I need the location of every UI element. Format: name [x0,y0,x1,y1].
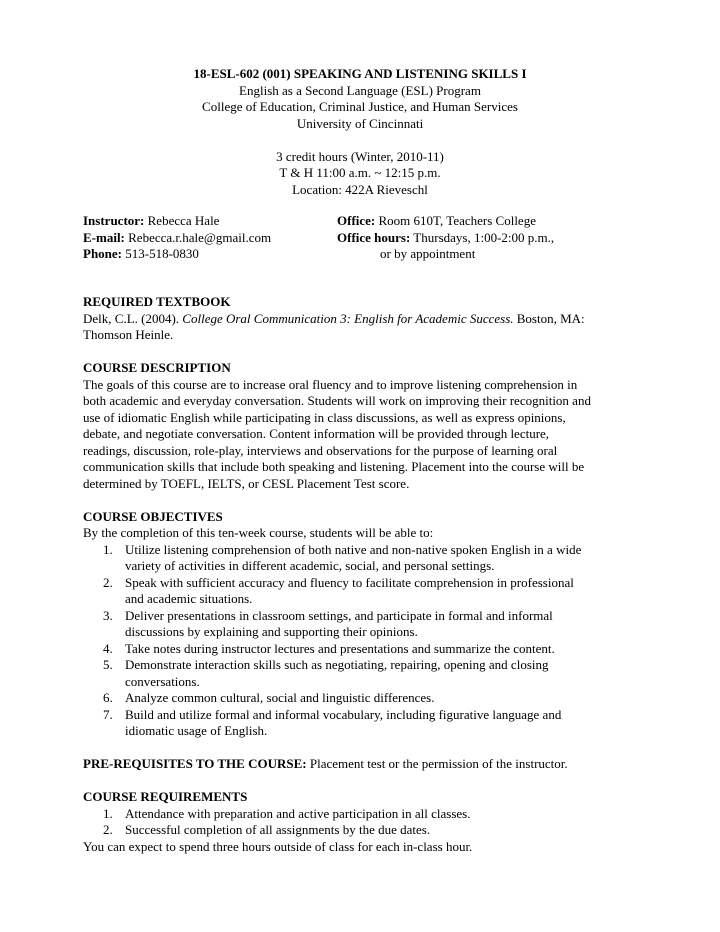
textbook-title: College Oral Communication 3: English for Academic Success. [182,310,514,326]
instructor-label: Instructor: [83,213,145,228]
requirements-list [83,806,643,839]
prerequisites [83,756,643,773]
item-number: 2. [103,574,113,590]
textbook-publisher-line2: Thomson Heinle. [83,327,174,342]
item-line: Take notes during instructor lectures and presentations and summarize the content. [125,640,555,656]
description-line: both academic and everyday conversation. Students will work on improving their recognition and [83,393,591,408]
item-line: Deliver presentations in classroom settings, and participate in formal and informal [125,607,553,623]
course-title: 18-ESL-602 (001) SPEAKING AND LISTENING SKILLS I [193,66,527,81]
item-line: Demonstrate interaction skills such as negotiating, repairing, opening and closing [125,657,549,672]
office-hours-info [337,230,554,247]
description-line: The goals of this course are to increase oral fluency and to improve listening comprehension in [83,376,578,392]
syllabus-body [83,294,643,855]
item-number: 3. [103,607,113,623]
course-header [0,66,720,198]
textbook-publisher: Boston, MA: [513,310,585,326]
contact-info [83,213,683,263]
list-item [83,575,643,608]
college-name: College of Education, Criminal Justice, and Human Services [202,99,518,114]
email-label: E-mail: [83,229,125,245]
textbook-citation [83,311,643,328]
list-item [83,707,643,740]
credit-hours: 3 credit hours (Winter, 2010-11) [276,148,444,164]
requirements-heading: COURSE REQUIREMENTS [83,789,248,804]
office-location: Room 610T, Teachers College [375,213,536,228]
list-item [83,641,643,658]
objectives-heading: COURSE OBJECTIVES [83,508,223,524]
office-hours-extra: or by appointment [380,246,476,261]
prereq-value: Placement test or the permission of the instructor. [306,756,568,771]
description-line: use of idiomatic English while participating in class discussions, as well as express opinions, [83,409,566,425]
description-line: readings, discussion, role-play, interviews and observations for the purpose of learning oral [83,442,558,458]
email-info [83,230,271,247]
phone-info [83,246,199,263]
list-item [83,806,643,823]
item-line: Build and utilize formal and informal vocabulary, including figurative language and [125,706,562,722]
list-item [83,657,643,690]
item-line: conversations. [125,673,200,689]
item-line: variety of activities in different academic, social, and personal settings. [125,558,495,573]
list-item [83,608,643,641]
class-location: Location: 422A Rieveschl [292,181,428,197]
list-item [83,690,643,707]
email-address: Rebecca.r.hale@gmail.com [124,229,272,245]
instructor-info [83,213,219,230]
description-line: determined by TOEFL, IELTS, or CESL Placement Test score. [83,475,410,491]
item-number: 2. [103,822,113,837]
description-heading: COURSE DESCRIPTION [83,360,231,375]
item-line: discussions by explaining and supporting their opinions. [125,624,418,639]
item-line: Speak with sufficient accuracy and fluency to facilitate comprehension in professional [125,574,574,590]
item-number: 4. [103,640,113,656]
item-line: Utilize listening comprehension of both native and non-native spoken English in a wide [125,541,582,557]
textbook-heading: REQUIRED TEXTBOOK [83,294,231,309]
item-line: Attendance with preparation and active participation in all classes. [125,805,471,821]
objectives-intro: By the completion of this ten-week course, students will be able to: [83,525,434,540]
item-line: Successful completion of all assignments by the due dates. [125,822,431,837]
list-item [83,822,643,839]
office-label: Office: [337,213,376,228]
item-number: 1. [103,805,113,821]
list-item [83,542,643,575]
university-name: University of Cincinnati [296,115,424,131]
item-number: 7. [103,706,113,722]
phone-label: Phone: [83,246,122,261]
requirements-footer: You can expect to spend three hours outside of class for each in-class hour. [83,838,473,854]
program-name: English as a Second Language (ESL) Program [239,82,481,98]
office-hours-label: Office hours: [337,229,411,245]
objectives-list [83,542,643,740]
instructor-name: Rebecca Hale [144,213,220,228]
prereq-label: PRE-REQUISITES TO THE COURSE: [83,756,307,771]
item-number: 6. [103,690,113,705]
item-number: 5. [103,657,113,672]
item-line: Analyze common cultural, social and linguistic differences. [125,690,435,705]
phone-number: 513-518-0830 [122,246,199,261]
item-line: idiomatic usage of English. [125,723,268,738]
description-text [83,377,643,493]
office-hours-value: Thursdays, 1:00-2:00 p.m., [410,229,555,245]
class-schedule: T & H 11:00 a.m. ~ 12:15 p.m. [279,165,441,180]
description-line: communication skills that include both speaking and listening. Placement into the course will be [83,459,585,474]
item-number: 1. [103,541,113,557]
textbook-author: Delk, C.L. (2004). [83,310,183,326]
item-line: and academic situations. [125,591,253,606]
description-line: debate, and negotiate conversation. Content information will be provided through lecture, [83,426,550,441]
office-info [337,213,536,230]
